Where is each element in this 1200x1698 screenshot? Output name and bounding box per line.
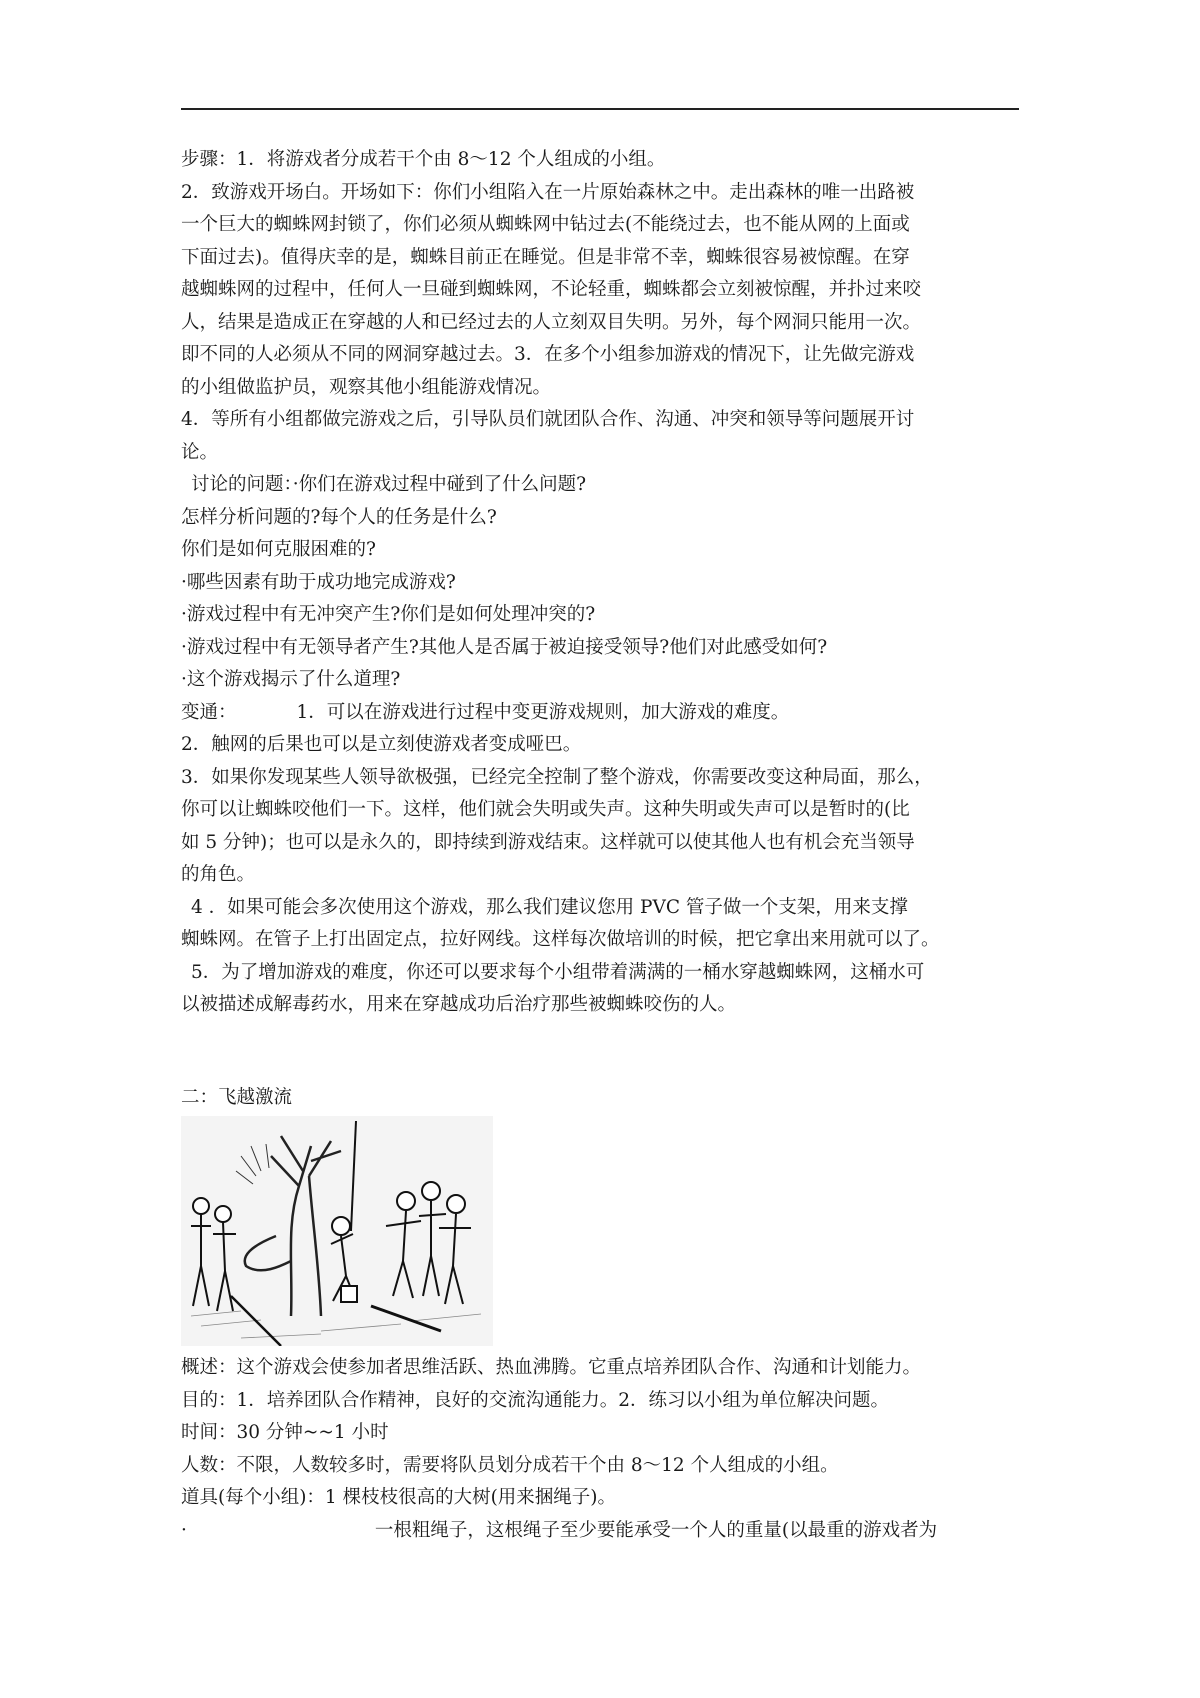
text-line: 2．致游戏开场白。开场如下：你们小组陷入在一片原始森林之中。走出森林的唯一出路被 [181,181,915,203]
discussion-list [181,469,1027,697]
time-line: 时间：30 分钟~~1 小时 [181,1422,389,1443]
text-line: 的小组做监护员，观察其他小组能游戏情况。 [181,376,552,398]
people-line: 人数：不限，人数较多时，需要将队员划分成若干个由 8～12 个人组成的小组。 [181,1454,839,1476]
purpose-line: 目的：1．培养团队合作精神，良好的交流沟通能力。2．练习以小组为单位解决问题。 [181,1389,890,1411]
section-gap [181,1022,1027,1078]
discussion-question: ·游戏过程中有无冲突产生?你们是如何处理冲突的? [181,604,596,625]
text-line: 4 ．如果可能会多次使用这个游戏，那么我们建议您用 PVC 管子做一个支架，用来支撑 [191,896,908,918]
rope-line [181,1515,1027,1548]
overview-line: 概述：这个游戏会使参加者思维活跃、热血沸腾。它重点培养团队合作、沟通和计划能力。 [181,1357,922,1378]
text-line: 蜘蛛网。在管子上打出固定点，拉好网线。这样每次做培训的时候，把它拿出来用就可以了。 [181,929,940,950]
document-body [181,144,1027,1547]
discussion-question: ·游戏过程中有无领导者产生?其他人是否属于被迫接受领导?他们对此感受如何? [181,636,828,658]
text-line: 你可以让蜘蛛咬他们一下。这样，他们就会失明或失声。这种失明或失声可以是暂时的(比 [181,799,910,820]
props-line: 道具(每个小组)：1 棵枝枝很高的大树(用来捆绳子)。 [181,1487,617,1508]
text-line: 论。 [181,441,219,463]
text-line: 5．为了增加游戏的难度，你还可以要求每个小组带着满满的一桶水穿越蜘蛛网，这桶水可 [191,961,925,983]
header-rule [181,108,1019,110]
steps-line-1: 步骤：1．将游戏者分成若干个由 8～12 个人组成的小组。 [181,149,666,170]
text-line: 如 5 分钟)；也可以是永久的，即持续到游戏结束。这样就可以使其他人也有机会充当领导 [181,831,915,853]
steps-paragraph-4 [181,404,1027,469]
illustration-image [181,1116,493,1346]
variations-label: 变通： [181,701,237,723]
discussion-question: 你们是如何克服困难的? [181,539,376,560]
text-line: 一个巨大的蜘蛛网封锁了，你们必须从蜘蛛网中钻过去(不能绕过去，也不能从网的上面或 [181,214,910,235]
section-title: 二：飞越激流 [181,1086,293,1108]
text-line: 的角色。 [181,864,256,885]
bullet: · [181,1519,187,1541]
steps-paragraph-2 [181,177,1027,405]
text-line: 越蜘蛛网的过程中，任何人一旦碰到蜘蛛网，不论轻重，蜘蛛都会立刻被惊醒，并扑过来咬 [181,279,922,300]
text-line: 即不同的人必须从不同的网洞穿越过去。3．在多个小组参加游戏的情况下，让先做完游戏 [181,344,915,365]
text-line: 3．如果你发现某些人领导欲极强，已经完全控制了整个游戏，你需要改变这种局面，那么， [181,766,933,788]
discussion-question: 怎样分析问题的?每个人的任务是什么? [181,506,497,528]
text-line: 4．等所有小组都做完游戏之后，引导队员们就团队合作、沟通、冲突和领导等问题展开讨 [181,409,915,430]
discussion-intro: 讨论的问题：·你们在游戏过程中碰到了什么问题? [191,474,587,495]
rope-text: 一根粗绳子，这根绳子至少要能承受一个人的重量(以最重的游戏者为 [374,1519,938,1541]
variation-1-text: 1．可以在游戏进行过程中变更游戏规则，加大游戏的难度。 [296,701,790,723]
variations [181,697,1027,1022]
text-line: 人，结果是造成正在穿越的人和已经过去的人立刻双目失明。另外，每个网洞只能用一次。 [181,311,922,333]
discussion-question: ·这个游戏揭示了什么道理? [181,669,401,690]
discussion-question: ·哪些因素有助于成功地完成游戏? [181,571,456,593]
variation-1 [181,697,1027,730]
variation-2: 2．触网的后果也可以是立刻使游戏者变成哑巴。 [181,734,582,755]
text-line: 下面过去)。值得庆幸的是，蜘蛛目前正在睡觉。但是非常不幸，蜘蛛很容易被惊醒。在穿 [181,246,910,268]
text-line: 以被描述成解毒药水，用来在穿越成功后治疗那些被蜘蛛咬伤的人。 [181,994,737,1015]
